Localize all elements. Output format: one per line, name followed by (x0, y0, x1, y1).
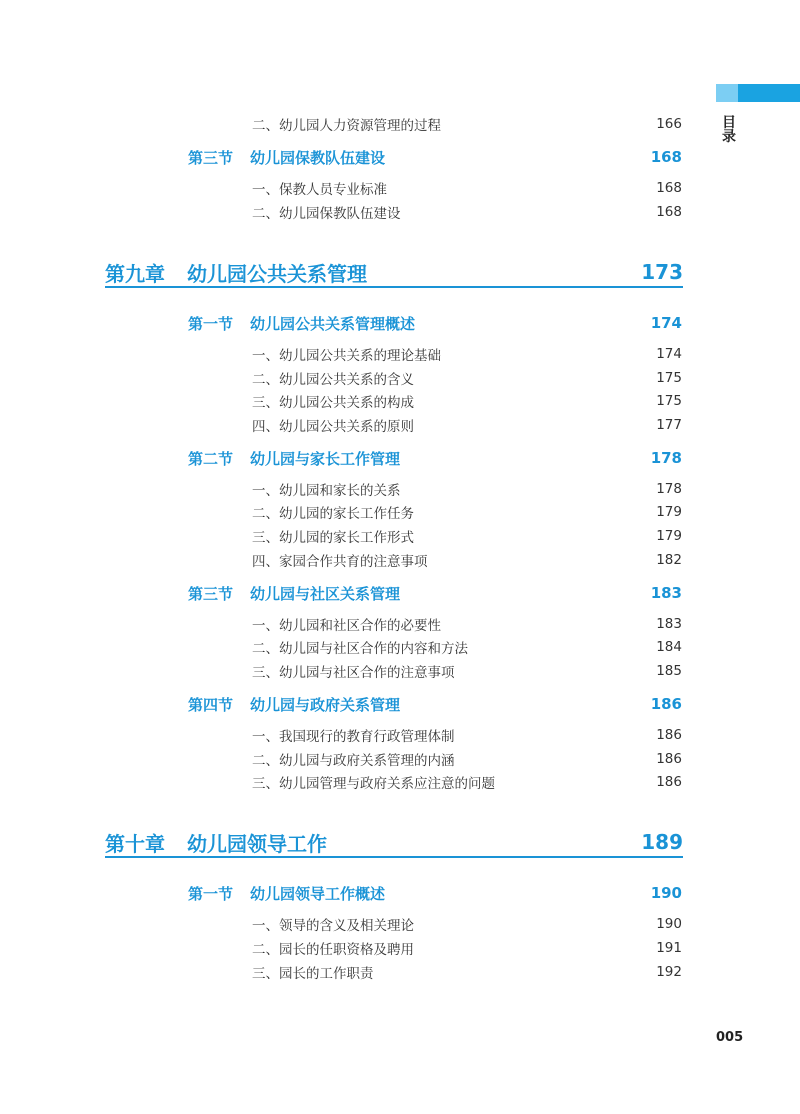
side-label-char: 目 (722, 115, 736, 131)
section-number: 第二节 (188, 449, 234, 468)
toc-item-page: 175 (656, 370, 682, 386)
toc-item-page: 175 (656, 393, 682, 409)
toc-item-text: 一、幼儿园和家长的关系 (252, 483, 401, 499)
toc-item[interactable] (252, 661, 682, 681)
toc-item-text: 四、幼儿园公共关系的原则 (252, 419, 414, 435)
toc-item-page: 186 (656, 751, 682, 767)
section-title: 幼儿园保教队伍建设 (250, 148, 386, 167)
toc-item-page: 168 (656, 204, 682, 220)
section-title: 幼儿园公共关系管理概述 (250, 314, 416, 333)
toc-item[interactable] (252, 914, 682, 934)
toc-section[interactable] (188, 312, 682, 334)
toc-section[interactable] (188, 582, 682, 604)
toc-item[interactable] (252, 725, 682, 745)
chapter-number: 第九章 (105, 261, 165, 286)
section-page: 183 (650, 584, 682, 602)
chapter-title: 幼儿园公共关系管理 (187, 261, 367, 286)
section-number: 第一节 (188, 884, 234, 903)
section-number: 第四节 (188, 695, 234, 714)
toc-item[interactable] (252, 550, 682, 570)
toc-item-page: 185 (656, 663, 682, 679)
toc-item[interactable] (252, 502, 682, 522)
toc-item[interactable] (252, 637, 682, 657)
toc-item-text: 三、幼儿园的家长工作形式 (252, 530, 414, 546)
toc-item-text: 一、领导的含义及相关理论 (252, 918, 414, 934)
toc-section[interactable] (188, 447, 682, 469)
toc-item-text: 二、幼儿园的家长工作任务 (252, 506, 414, 522)
toc-chapter[interactable] (105, 258, 683, 286)
toc-item-page: 183 (656, 616, 682, 632)
toc-item[interactable] (252, 114, 682, 134)
toc-item[interactable] (252, 938, 682, 958)
toc-item-page: 174 (656, 346, 682, 362)
toc-item-text: 一、保教人员专业标准 (252, 182, 387, 198)
section-page: 174 (650, 314, 682, 332)
section-title: 幼儿园领导工作概述 (250, 884, 386, 903)
toc-item[interactable] (252, 614, 682, 634)
chapter-page: 189 (641, 830, 683, 854)
toc-item-page: 190 (656, 916, 682, 932)
chapter-underline (105, 286, 683, 288)
toc-item-text: 二、幼儿园与社区合作的内容和方法 (252, 641, 468, 657)
section-title: 幼儿园与社区关系管理 (250, 584, 401, 603)
section-number: 第三节 (188, 584, 234, 603)
section-page: 178 (650, 449, 682, 467)
toc-section[interactable] (188, 146, 682, 168)
toc-item[interactable] (252, 962, 682, 982)
toc-item-text: 二、幼儿园公共关系的含义 (252, 372, 414, 388)
toc-item-text: 一、幼儿园公共关系的理论基础 (252, 348, 441, 364)
toc-item-text: 三、园长的工作职责 (252, 966, 374, 982)
chapter-page: 173 (641, 260, 683, 284)
toc-item-text: 三、幼儿园管理与政府关系应注意的问题 (252, 776, 495, 792)
toc-item[interactable] (252, 479, 682, 499)
toc-item-text: 二、幼儿园人力资源管理的过程 (252, 118, 441, 134)
toc-item[interactable] (252, 178, 682, 198)
toc-item-page: 166 (656, 116, 682, 132)
toc-item[interactable] (252, 749, 682, 769)
chapter-title: 幼儿园领导工作 (187, 831, 327, 856)
toc-item-text: 二、幼儿园与政府关系管理的内涵 (252, 753, 455, 769)
toc-item[interactable] (252, 391, 682, 411)
toc-item[interactable] (252, 368, 682, 388)
toc-item[interactable] (252, 415, 682, 435)
toc-item-text: 四、家园合作共育的注意事项 (252, 554, 428, 570)
footer-page-number: 005 (716, 1030, 744, 1045)
section-title: 幼儿园与家长工作管理 (250, 449, 401, 468)
section-number: 第三节 (188, 148, 234, 167)
section-title: 幼儿园与政府关系管理 (250, 695, 401, 714)
toc-item-page: 186 (656, 727, 682, 743)
side-label-char: 录 (722, 129, 736, 145)
toc-item-text: 一、我国现行的教育行政管理体制 (252, 729, 455, 745)
toc-item-text: 二、园长的任职资格及聘用 (252, 942, 414, 958)
toc-item-page: 182 (656, 552, 682, 568)
toc-item[interactable] (252, 202, 682, 222)
toc-item-page: 184 (656, 639, 682, 655)
chapter-underline (105, 856, 683, 858)
toc-item[interactable] (252, 344, 682, 364)
toc-item-text: 三、幼儿园与社区合作的注意事项 (252, 665, 455, 681)
toc-item-page: 186 (656, 774, 682, 790)
chapter-number: 第十章 (105, 831, 165, 856)
toc-item[interactable] (252, 772, 682, 792)
toc-section[interactable] (188, 693, 682, 715)
toc-item[interactable] (252, 526, 682, 546)
toc-section[interactable] (188, 882, 682, 904)
section-page: 168 (650, 148, 682, 166)
toc-item-page: 191 (656, 940, 682, 956)
section-page: 190 (650, 884, 682, 902)
section-number: 第一节 (188, 314, 234, 333)
toc-chapter[interactable] (105, 828, 683, 856)
toc-item-text: 二、幼儿园保教队伍建设 (252, 206, 401, 222)
toc-item-page: 192 (656, 964, 682, 980)
toc-item-page: 179 (656, 528, 682, 544)
toc-item-page: 177 (656, 417, 682, 433)
toc-item-page: 179 (656, 504, 682, 520)
toc-item-text: 一、幼儿园和社区合作的必要性 (252, 618, 441, 634)
toc-item-page: 178 (656, 481, 682, 497)
toc-item-text: 三、幼儿园公共关系的构成 (252, 395, 414, 411)
section-page: 186 (650, 695, 682, 713)
toc-item-page: 168 (656, 180, 682, 196)
